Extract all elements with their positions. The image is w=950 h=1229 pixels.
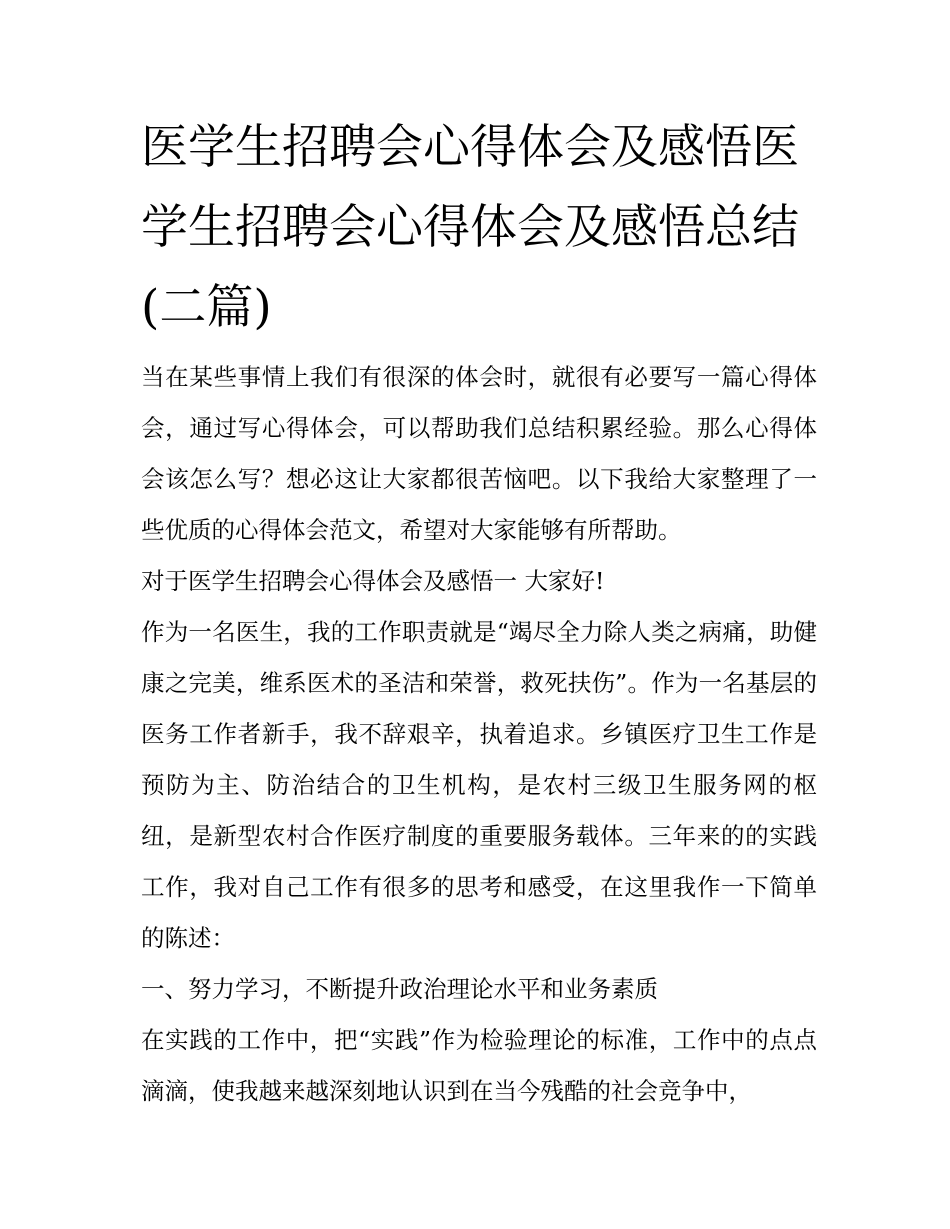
document-title: 医学生招聘会心得体会及感悟医学生招聘会心得体会及感悟总结(二篇) [141,120,799,335]
paragraph-intro: 当在某些事情上我们有很深的体会时，就很有必要写一篇心得体会，通过写心得体会，可以帮助我们总结积累经验。那么心得体会该怎么写？想必这让大家都很苦恼吧。以下我给大家整理了一些优质的心得体会范文，希望对大家能够有所帮助。 [141,363,817,544]
document-content [141,108,817,1117]
document-body [141,352,817,1117]
paragraph-practice: 在实践的工作中，把“实践”作为检验理论的标准，工作中的点点滴滴，使我越来越深刻地认识到在当今残酷的社会竞争中， [141,1026,817,1105]
paragraph-duty: 作为一名医生，我的工作职责就是“竭尽全力除人类之病痛，助健康之完美，维系医术的圣洁和荣誉，救死扶伤”。作为一名基层的医务工作者新手，我不辞艰辛，执着追求。乡镇医疗卫生工作是预防为主、防治结合的卫生机构，是农村三级卫生服务网的枢纽，是新型农村合作医疗制度的重要服务载体。三年来的的实践工作，我对自己工作有很多的思考和感受，在这里我作一下简单的陈述： [141,618,817,952]
paragraph-greeting: 对于医学生招聘会心得体会及感悟一 大家好! [141,567,605,595]
section-heading: 一、努力学习，不断提升政治理论水平和业务素质 [141,975,658,1003]
